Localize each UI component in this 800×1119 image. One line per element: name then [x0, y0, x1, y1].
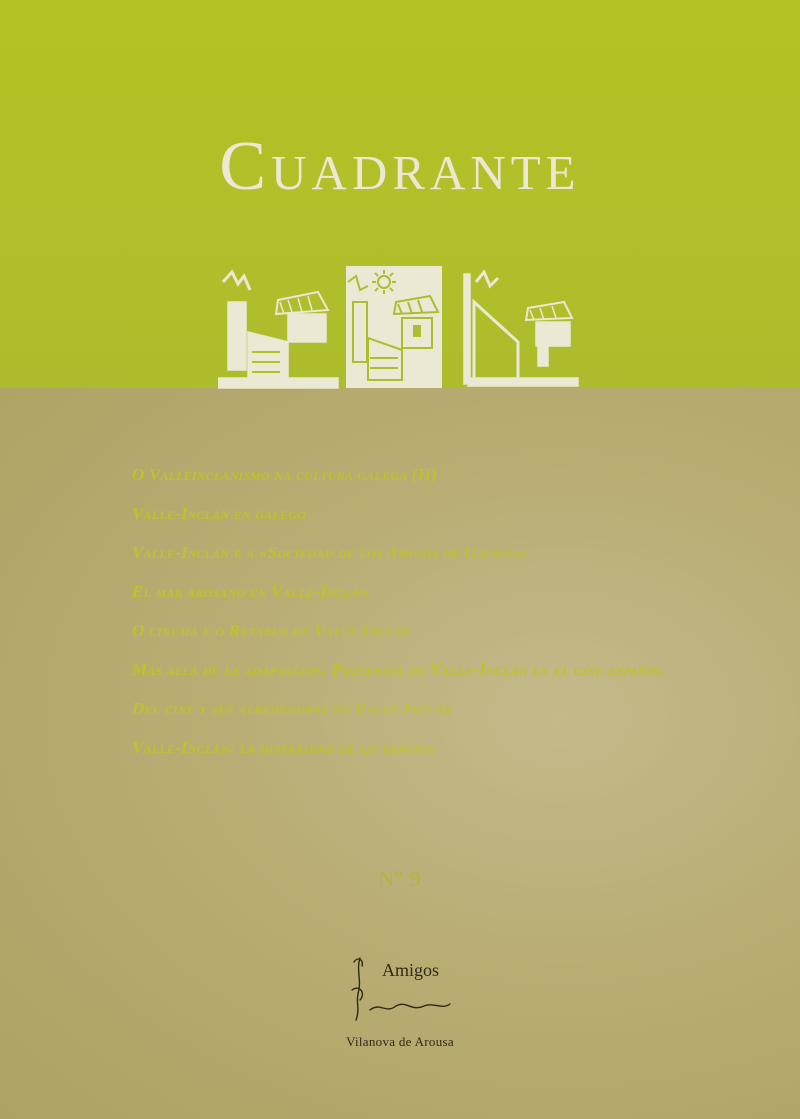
contents-item: O Valleinclanismo na cultura galega (II): [132, 465, 438, 484]
contents-item: Más allá de la adaptación. Presencia de Valle-Inclán en el cine español: [132, 660, 664, 679]
issue-number: Nº 9: [378, 866, 422, 891]
village-houses-illustration-icon: [218, 262, 590, 390]
contents-item: Valle-Inclán: la disparidad de lo trágico: [132, 738, 436, 757]
contents-list: [132, 464, 692, 776]
contents-item: Valle-Inclán en galego: [132, 504, 306, 523]
contents-item: Del cine y sus alrededores en Valle-Inclán: [132, 699, 452, 718]
contents-item: El mar arosano en Valle-Inclán: [132, 582, 369, 601]
publication-place: Vilanova de Arousa: [346, 1034, 454, 1049]
logo-wordmark: Amigos: [382, 960, 440, 980]
cover-title: Cuadrante: [219, 128, 581, 205]
contents-item: Valle-Inclán e a «Sociedad de los Amigos de Galicia»: [132, 543, 528, 562]
contents-item: O cinema e o Retablo de Valle-Inclán: [132, 621, 412, 640]
